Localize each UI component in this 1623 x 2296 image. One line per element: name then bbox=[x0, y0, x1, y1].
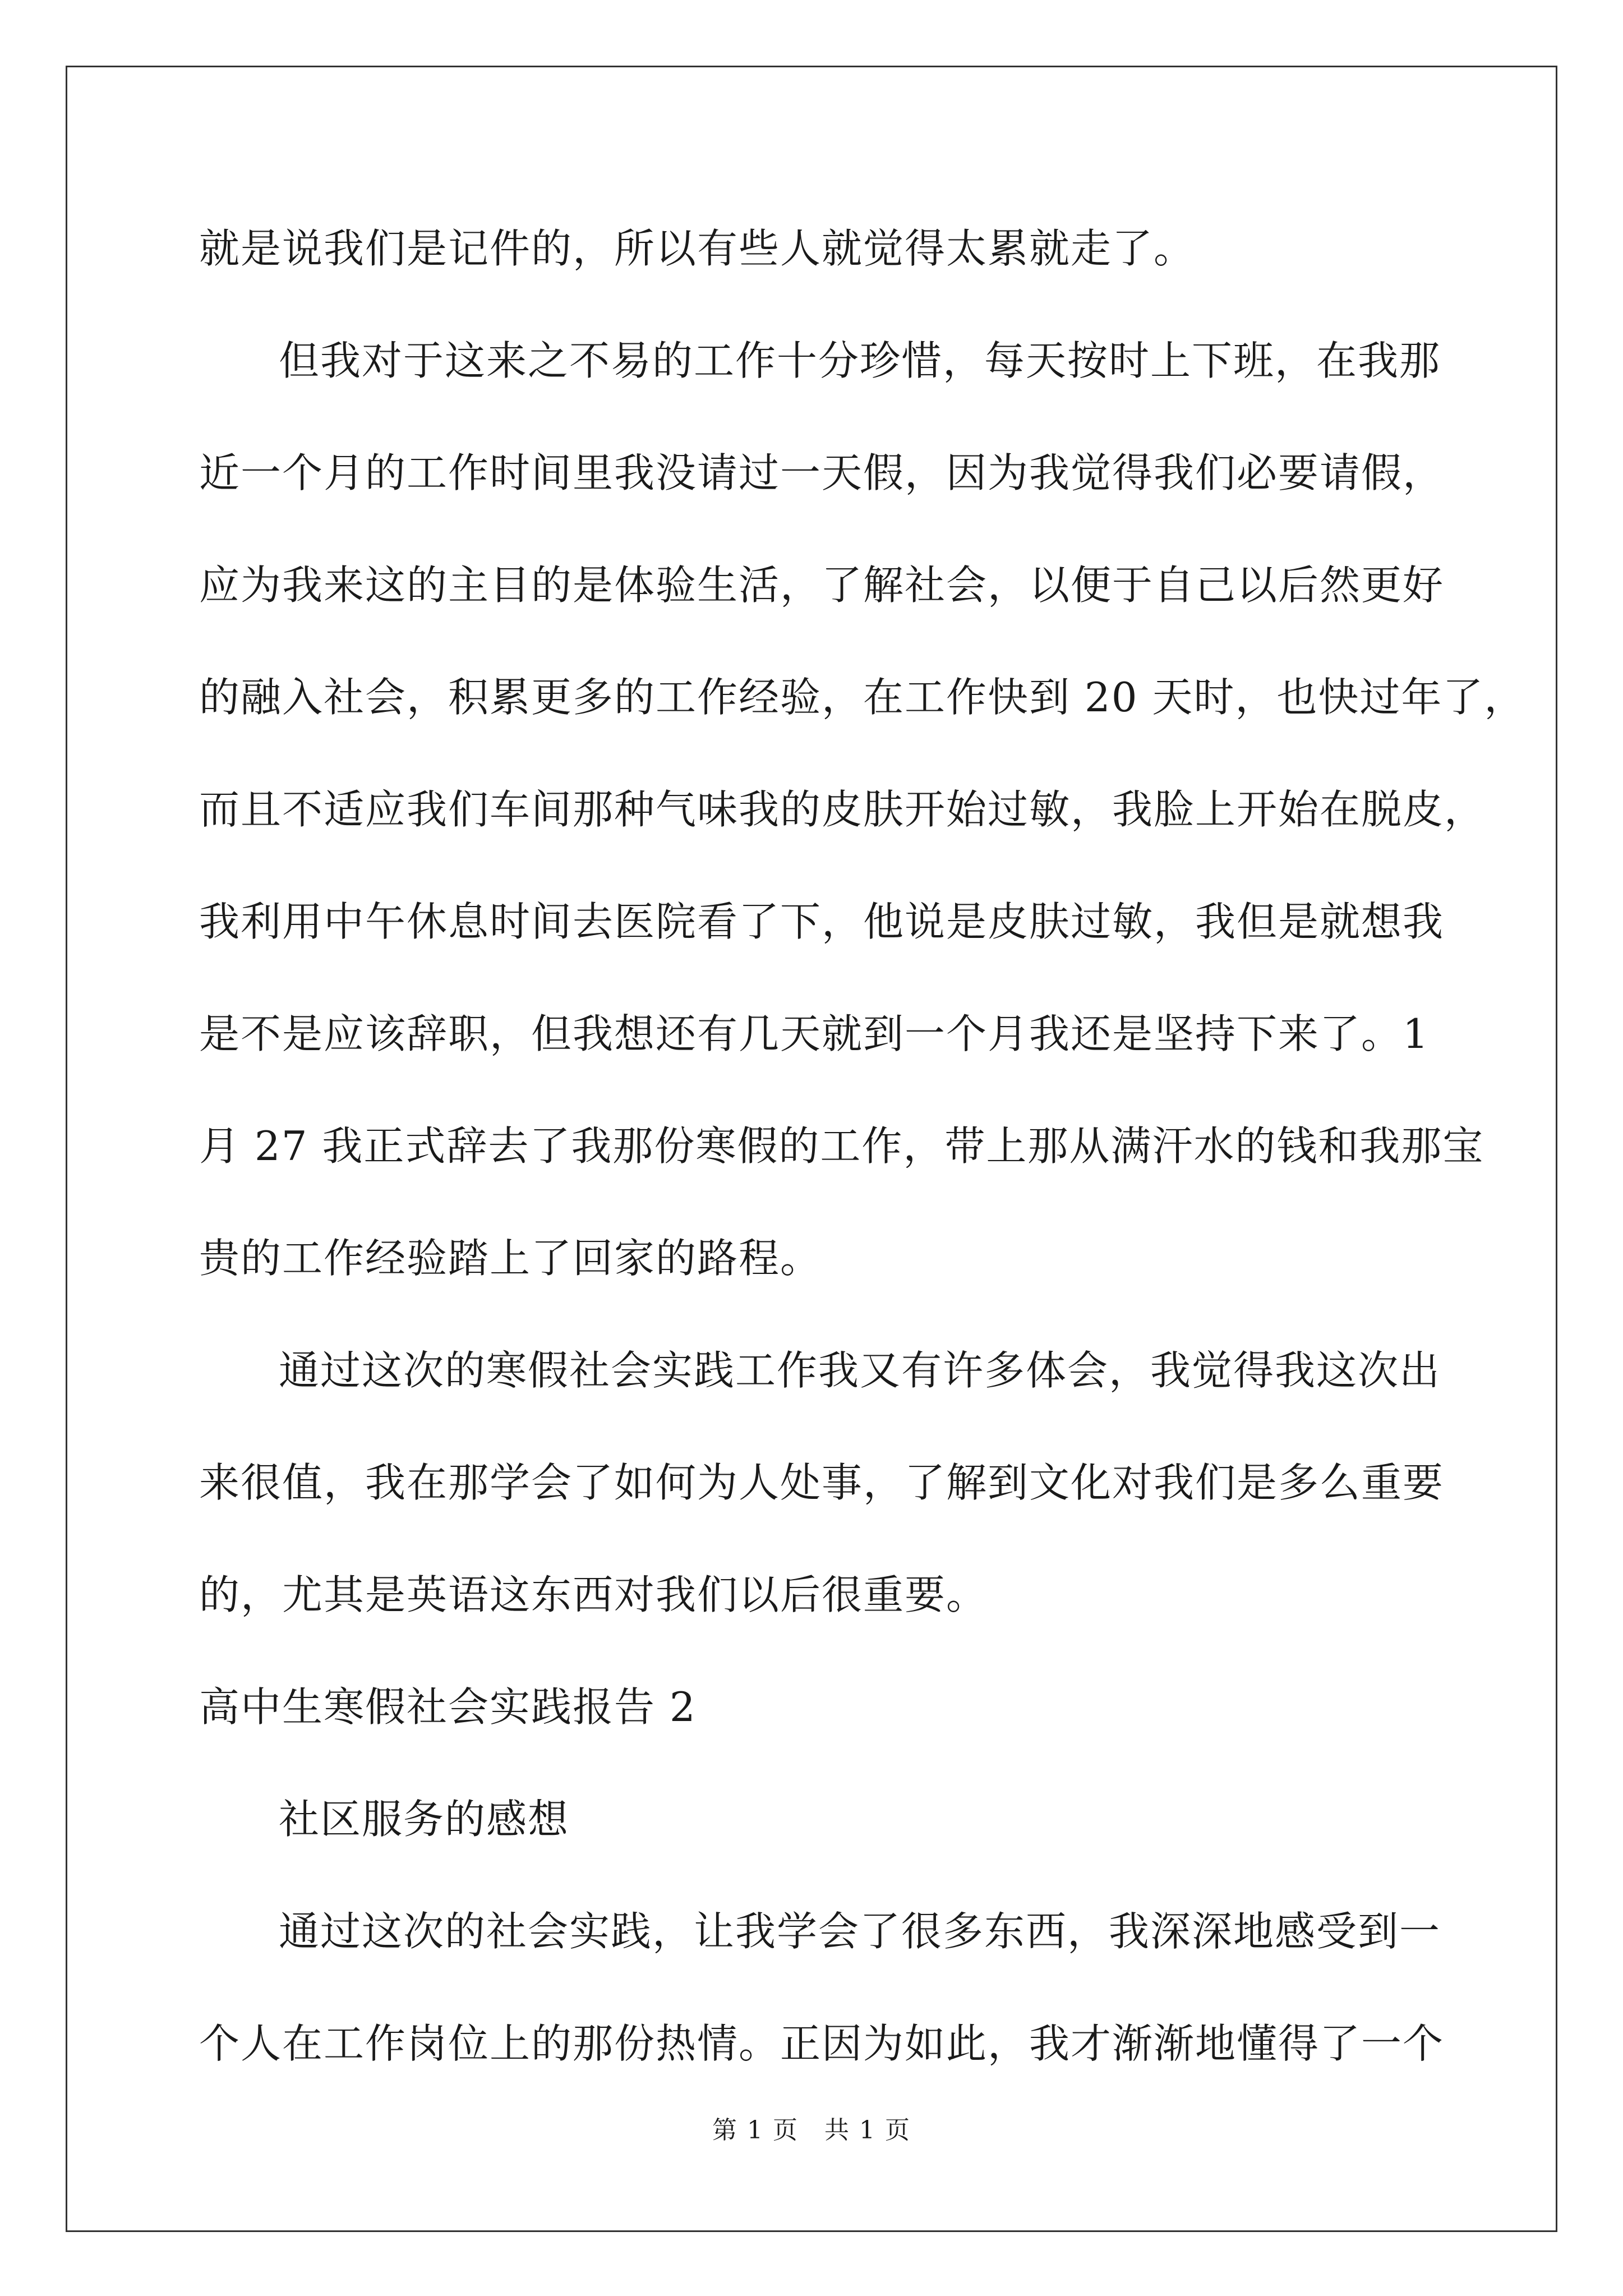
text-line: 月 27 我正式辞去了我那份寒假的工作，带上那从满汗水的钱和我那宝 bbox=[199, 1122, 1484, 1170]
text-line: 而且不适应我们车间那种气味我的皮肤开始过敏，我脸上开始在脱皮， bbox=[199, 786, 1486, 833]
paragraph-first-line: 但我对于这来之不易的工作十分珍惜，每天按时上下班，在我那 bbox=[279, 337, 1441, 384]
text-line: 就是说我们是记件的，所以有些人就觉得太累就走了。 bbox=[199, 225, 1196, 272]
paragraph-first-line: 通过这次的寒假社会实践工作我又有许多体会，我觉得我这次出 bbox=[279, 1347, 1441, 1394]
text-line: 个人在工作岗位上的那份热情。正因为如此，我才渐渐地懂得了一个 bbox=[199, 2020, 1445, 2067]
text-line: 贵的工作经验踏上了回家的路程。 bbox=[199, 1235, 822, 1282]
section-heading: 高中生寒假社会实践报告 2 bbox=[199, 1683, 697, 1731]
text-line: 是不是应该辞职，但我想还有几天就到一个月我还是坚持下来了。1 bbox=[199, 1010, 1430, 1057]
text-line: 应为我来这的主目的是体验生活，了解社会，以便于自己以后然更好 bbox=[199, 562, 1445, 609]
text-line: 来很值，我在那学会了如何为人处事，了解到文化对我们是多么重要 bbox=[199, 1459, 1445, 1506]
subheading: 社区服务的感想 bbox=[279, 1796, 570, 1843]
text-line: 的，尤其是英语这东西对我们以后很重要。 bbox=[199, 1571, 988, 1618]
paragraph-first-line: 通过这次的社会实践，让我学会了很多东西，我深深地感受到一 bbox=[279, 1908, 1441, 1955]
text-line: 的融入社会，积累更多的工作经验，在工作快到 20 天时，也快过年了， bbox=[199, 674, 1526, 721]
text-line: 近一个月的工作时间里我没请过一天假，因为我觉得我们必要请假， bbox=[199, 449, 1445, 496]
page-number: 第 1 页 共 1 页 bbox=[712, 2116, 911, 2145]
text-line: 我利用中午休息时间去医院看了下，他说是皮肤过敏，我但是就想我 bbox=[199, 898, 1445, 945]
